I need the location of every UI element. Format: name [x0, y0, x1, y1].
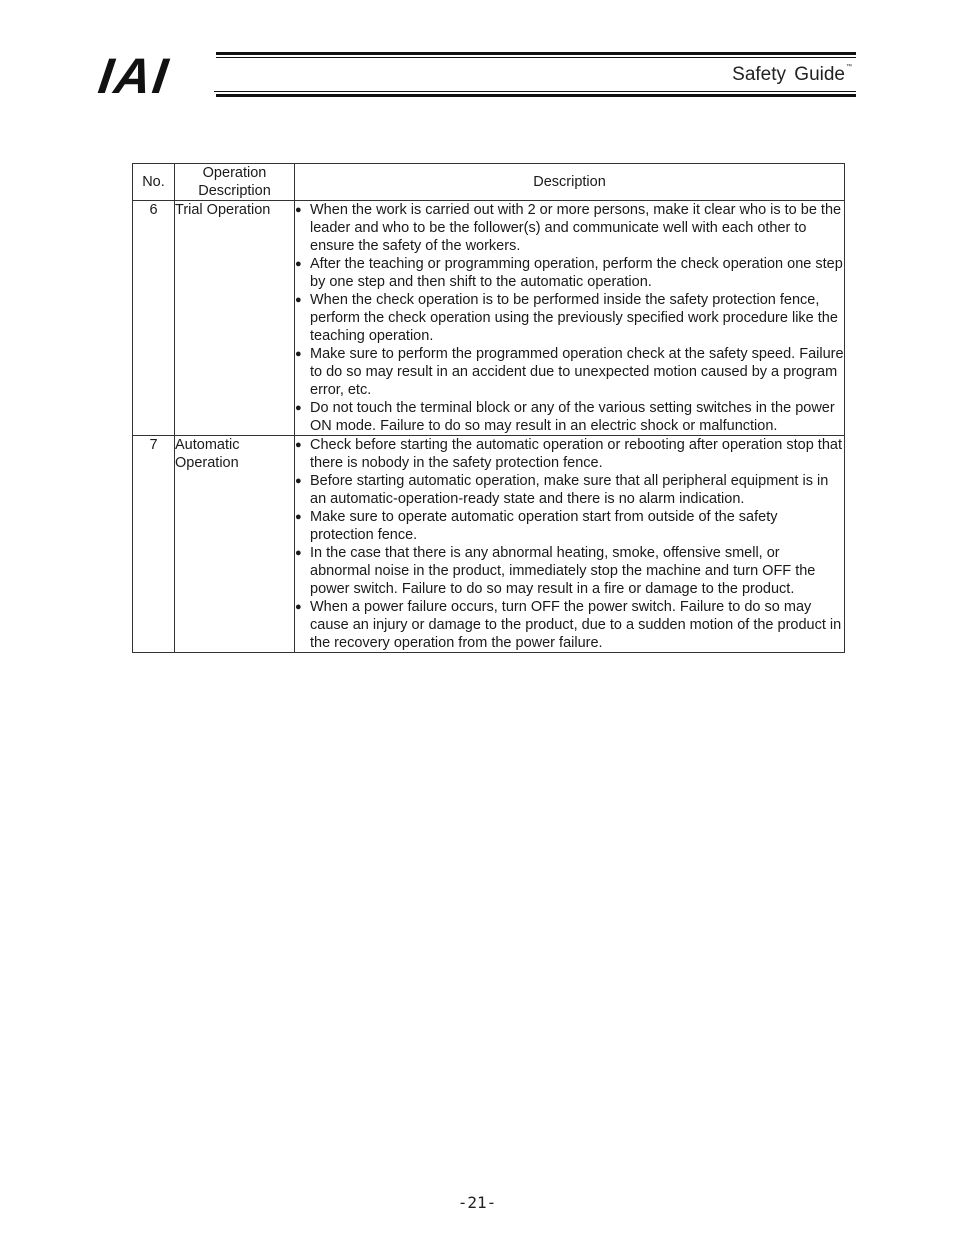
row-operation: Automatic Operation: [175, 436, 295, 653]
bullet-icon: ●: [295, 294, 302, 306]
bullet-icon: ●: [295, 204, 302, 216]
table-row: [133, 436, 845, 653]
bullet-icon: ●: [295, 475, 302, 487]
list-item: [295, 598, 844, 652]
bullet-icon: ●: [295, 547, 302, 559]
bullet-icon: ●: [295, 439, 302, 451]
row-description: [295, 436, 845, 653]
header-rule-bottom-thin: [214, 91, 856, 92]
document-title: [732, 64, 852, 86]
table-header-row: [133, 164, 845, 201]
list-item-text: Make sure to operate automatic operation start from outside of the safety protection fence.: [310, 509, 778, 543]
list-item: [295, 201, 844, 255]
list-item-text: After the teaching or programming operation, perform the check operation one step by one step and then shift to the automatic operation.: [310, 256, 843, 290]
row-number: 7: [133, 436, 175, 653]
row-description: [295, 201, 845, 436]
bullet-icon: ●: [295, 601, 302, 613]
table-row: [133, 201, 845, 436]
list-item-text: Make sure to perform the programmed operation check at the safety speed. Failure to do so may result in an accident due to unexpected motion caused by a program error, etc.: [310, 346, 844, 398]
list-item: [295, 291, 844, 345]
header-description: Description: [295, 164, 845, 201]
bullet-list: [295, 436, 844, 652]
list-item-text: Do not touch the terminal block or any of the various setting switches in the power ON mode. Failure to do so may result in an electric shock or malfunction.: [310, 400, 835, 434]
list-item: [295, 508, 844, 544]
list-item-text: When a power failure occurs, turn OFF the power switch. Failure to do so may cause an injury or damage to the product, due to a sudden motion of the product in the recovery operation from the power failure.: [310, 599, 842, 651]
header-rule-top-thin: [216, 57, 856, 58]
list-item: [295, 544, 844, 598]
list-item-text: Before starting automatic operation, make sure that all peripheral equipment is in an automatic-operation-ready state and there is no alarm indication.: [310, 473, 829, 507]
list-item-text: Check before starting the automatic operation or rebooting after operation stop that there is nobody in the safety protection fence.: [310, 437, 842, 471]
page-number: -21-: [457, 1193, 497, 1212]
list-item: [295, 436, 844, 472]
list-item: [295, 399, 844, 435]
header-rule-top: [216, 52, 856, 55]
document-title-text: Safety Guide: [732, 64, 845, 85]
bullet-icon: ●: [295, 402, 302, 414]
header-rule-bottom: [216, 94, 856, 97]
bullet-icon: ●: [295, 511, 302, 523]
list-item-text: When the check operation is to be performed inside the safety protection fence, perform the check operation using the previously specified work procedure like the teaching operation.: [310, 292, 838, 344]
list-item-text: In the case that there is any abnormal heating, smoke, offensive smell, or abnormal noise in the product, immediately stop the machine and turn OFF the power switch. Failure to do so may result in a fire or damage to the product.: [310, 545, 816, 597]
row-operation: Trial Operation: [175, 201, 295, 436]
operations-table: [132, 163, 845, 653]
header-operation: Operation Description: [175, 164, 295, 201]
bullet-icon: ●: [295, 258, 302, 270]
page-header: [95, 48, 856, 104]
list-item-text: When the work is carried out with 2 or more persons, make it clear who is to be the leader and who to be the follower(s) and communicate well with each other to ensure the safety of the workers.: [310, 202, 842, 254]
company-logo: IAI: [95, 48, 173, 104]
list-item: [295, 345, 844, 399]
bullet-list: [295, 201, 844, 435]
header-no: No.: [133, 164, 175, 201]
trademark-mark: ™: [846, 64, 852, 70]
row-number: 6: [133, 201, 175, 436]
bullet-icon: ●: [295, 348, 302, 360]
list-item: [295, 255, 844, 291]
list-item: [295, 472, 844, 508]
